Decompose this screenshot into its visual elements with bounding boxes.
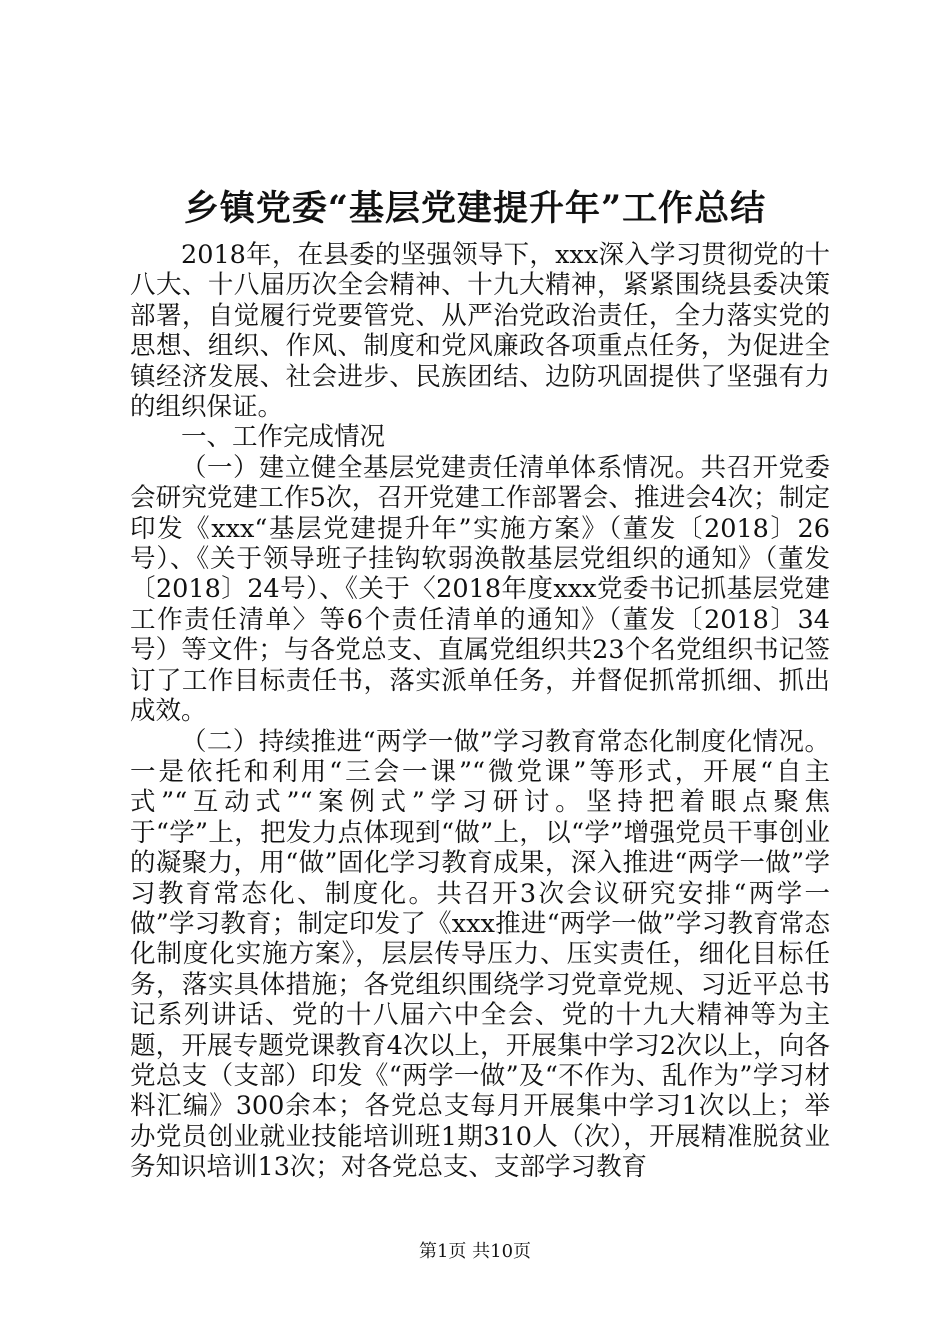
section-heading-work-completion: 一、工作完成情况 bbox=[181, 422, 386, 453]
paragraph-intro: 2018年，在县委的坚强领导下，xxx深入学习贯彻党的十八大、十八届历次全会精神、十九大精神，紧紧围绕县委决策部署，自觉履行党要管党、从严治党政治责任，全力落实党的思想、组织、作风、制度和党风廉政各项重点任务，为促进全镇经济发展、社会进步、民族团结、边防巩固提供了坚强有力的组织保证。 bbox=[130, 240, 830, 423]
paragraph-two-studies-one-action: （二）持续推进“两学一做”学习教育常态化制度化情况。一是依托和利用“三会一课”“微党课”等形式，开展“自主式”“互动式”“案例式”学习研讨。坚持把着眼点聚焦于“学”上，把发力点体现到“做”上，以“学”增强党员干事创业的凝聚力，用“做”固化学习教育成果，深入推进“两学一做”学习教育常态化、制度化。共召开3次会议研究安排“两学一做”学习教育；制定印发了《xxx推进“两学一做”学习教育常态化制度化实施方案》，层层传导压力、压实责任，细化目标任务，落实具体措施；各党组织围绕学习党章党规、习近平总书记系列讲话、党的十八届六中全会、党的十九大精神等为主题，开展专题党课教育4次以上，开展集中学习2次以上，向各党总支（支部）印发《“两学一做”及“不作为、乱作为”学习材料汇编》300余本；各党总支每月开展集中学习1次以上；举办党员创业就业技能培训班1期310人（次），开展精准脱贫业务知识培训13次；对各党总支、支部学习教育 bbox=[130, 726, 830, 1183]
page-number-footer: 第1页 共10页 bbox=[418, 1241, 532, 1262]
document-title: 乡镇党委“基层党建提升年”工作总结 bbox=[183, 188, 767, 229]
paragraph-responsibility-list: （一）建立健全基层党建责任清单体系情况。共召开党委会研究党建工作5次，召开党建工作部署会、推进会4次；制定印发《xxx“基层党建提升年”实施方案》（董发〔2018〕26号）、《关于领导班子挂钩软弱涣散基层党组织的通知》（董发〔2018〕24号）、《关于〈2018年度xxx党委书记抓基层党建工作责任清单〉等6个责任清单的通知》（董发〔2018〕34号）等文件；与各党总支、直属党组织共23个名党组织书记签订了工作目标责任书，落实派单任务，并督促抓常抓细、抓出成效。 bbox=[130, 452, 830, 727]
document-body bbox=[130, 240, 830, 1183]
